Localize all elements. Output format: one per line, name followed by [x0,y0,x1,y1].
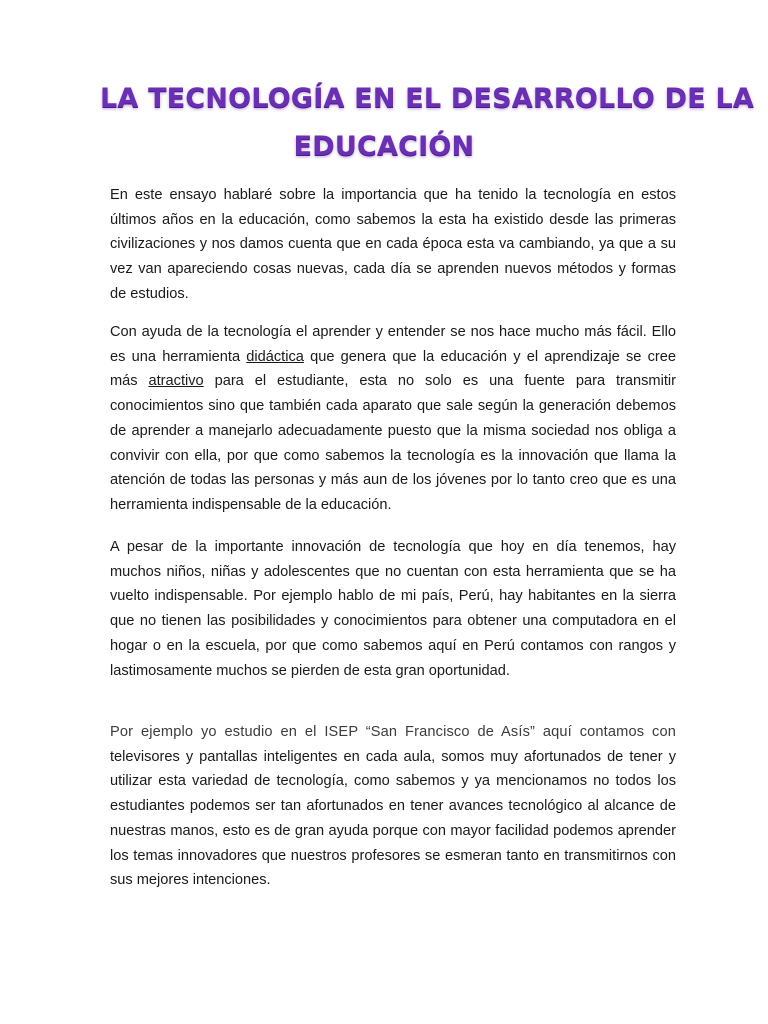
paragraph-2-part-1: Con ayuda de la tecnología el aprender y entender se nos hace mucho más fácil. Ello es una herramienta [110,324,676,365]
document-title-line-1 [100,83,755,114]
document-title-text-1: LA TECNOLOGÍA EN EL DESARROLLO DE LA [100,83,755,114]
paragraph-4-rest: televisores y pantallas inteligentes en cada aula, somos muy afortunados de tener y utilizar esta variedad de tecnología, como sabemos y ya mencionamos no todos los estudiantes podemos ser tan afortunados en tener avances tecnológico al alcance de nuestras manos, esto es de gran ayuda porque con mayor facilidad podemos aprender los temas innovadores que nuestros profesores se esmeran tanto en transmitirnos con sus mejores intenciones. [110,748,676,889]
paragraph-4 [110,720,676,893]
paragraph-2-part-3: para el estudiante, esta no solo es una fuente para transmitir conocimientos sino que también cada aparato que sale según la generación debemos de aprender a manejarlo adecuadamente puesto que la misma sociedad nos obliga a convivir con ella, por que como sabemos la tecnología es la innovación que llama la atención de todas las personas y más aun de los jóvenes por lo tanto creo que es una herramienta indispensable de la educación. [110,373,676,513]
paragraph-1: En este ensayo hablaré sobre la importancia que ha tenido la tecnología en estos últimos años en la educación, como sabemos la esta ha existido desde las primeras civilizaciones y nos damos cuenta que en cada época esta va cambiando, ya que a su vez van apareciendo cosas nuevas, cada día se aprenden nuevos métodos y formas de estudios. [110,187,676,302]
paragraph-2-part-2: que genera que la educación y el aprendizaje se cree más [110,348,676,390]
document-title-text-2: EDUCACIÓN [293,131,475,162]
paragraph-3: A pesar de la importante innovación de tecnología que hoy en día tenemos, hay muchos niños, niñas y adolescentes que no cuentan con esta herramienta que se ha vuelto indispensable. Por ejemplo hablo de mi país, Perú, hay habitantes en la sierra que no tienen las posibilidades y conocimientos para obtener una computadora en el hogar o en la escuela, por que como sabemos aquí en Perú contamos con rangos y lastimosamente muchos se pierden de esta gran oportunidad. [110,539,676,679]
hyperlink-didactica[interactable]: didáctica [246,348,304,365]
document-title-line-2 [100,133,668,160]
paragraph-2 [110,320,676,518]
paragraph-4-lead: Por ejemplo yo estudio en el ISEP “San Francisco de Asís” aquí contamos con [110,724,676,740]
hyperlink-atractivo[interactable]: atractivo [148,373,204,390]
